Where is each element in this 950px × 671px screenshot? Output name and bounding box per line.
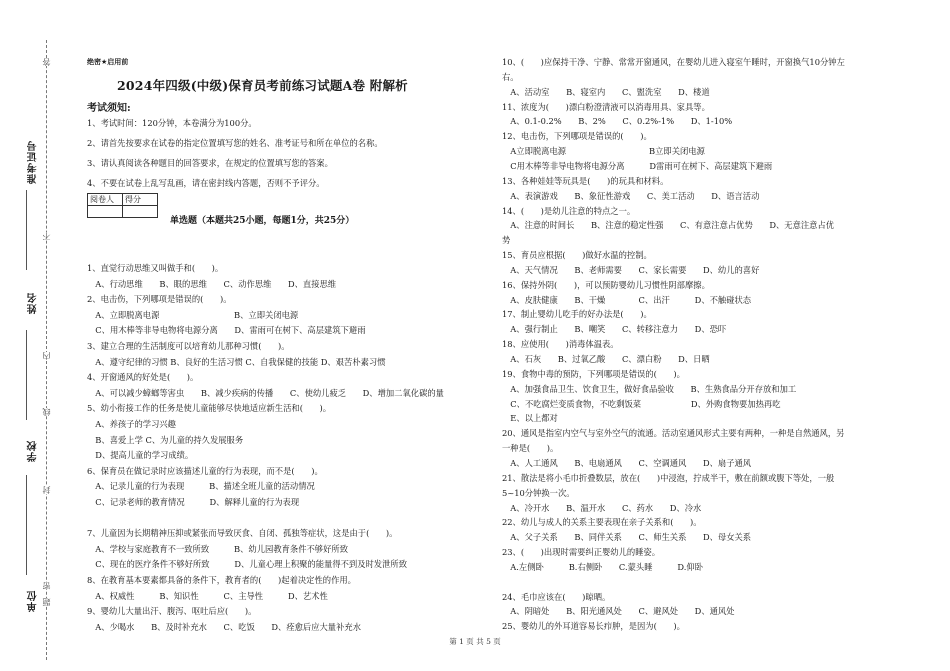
grader-cell: 阅卷人 [88,194,123,206]
question-line: A、少喝水 B、及时补充水 C、吃饭 D、痊愈后应大量补充水 [87,621,361,632]
question-line: A、遵守纪律的习惯 B、良好的生活习惯 C、自我保健的技能 D、艰苦朴素习惯 [87,356,386,367]
question-line: 24、毛巾应该在( )晾晒。 [502,591,611,602]
seal-mark: 封 [42,486,51,494]
score-input[interactable] [123,206,158,218]
section-title: 单选题（本题共25小题，每题1分，共25分） [170,216,355,226]
exam-number-line [26,190,27,270]
question-line: 4、开窗通风的好处是( )。 [87,372,199,383]
question-line: 1、直觉行动思维又叫做手和( )。 [87,263,224,273]
question-line: 21、散法是将小毛巾折叠数层，放在( )中浸泡，拧成半干，敷在前额或腹下等处，一般 [502,472,835,483]
question-line: A、父子关系 B、同伴关系 C、师生关系 D、母女关系 [502,532,752,543]
seal-mark: 不 [42,232,51,240]
question-line: A、加强食品卫生、饮食卫生，做好食品验收 B、生熟食品分开存放和加工 [502,383,797,394]
question-line: 17、制止婴幼儿吃手的好办法是( )。 [502,309,652,320]
question-line: 2、电击伤，下列哪项是错误的( )。 [87,294,232,305]
question-line: 3、建立合理的生活制度可以培育幼儿那种习惯( )。 [87,341,290,351]
label-exam-number: 准考证号 [28,140,39,184]
question-line: 势 [502,235,511,246]
question-line: 25、婴幼儿的外耳道容易长疖肿，是因为( )。 [502,621,685,632]
question-line: A立即脱离电源 B立即关闭电源 [502,146,705,157]
score-cell: 得分 [123,194,158,206]
seal-mark: 答 [42,58,51,66]
question-line: 12、电击伤，下列哪项是错误的( )。 [502,131,652,142]
question-line: A、注意的时间长 B、注意的稳定性强 C、有意注意占优势 D、无意注意占优 [502,220,835,231]
question-line: A、活动室 B、寝室内 C、盥洗室 D、楼道 [502,86,710,97]
question-line: A、强行制止 B、嘲笑 C、转移注意力 D、恐吓 [502,324,727,335]
question-line: C、不吃腐烂变质食物，不吃剩饭菜 D、外购食物要加热再吃 [502,398,781,409]
question-line: A、冷开水 B、温开水 C、药水 D、冷水 [502,502,702,513]
question-line: 15、育员应根据( )做好水温的控制。 [502,250,652,261]
question-line: A、权威性 B、知识性 C、主导性 D、艺术性 [87,590,328,601]
page-footer: 第 1 页 共 5 页 [449,637,501,646]
question-line: 7、儿童因为长期精神压抑或紧张而导致厌食、自闭、孤独等症状，这是由于( )。 [87,528,398,539]
grader-input[interactable] [88,206,123,218]
score-box [87,193,158,218]
question-line: A、表演游戏 B、象征性游戏 C、美工活动 D、语言活动 [502,190,760,201]
question-line: B、喜爱上学 C、为儿童的持久发展服务 [87,434,244,445]
question-line: 6、保育员在做记录时应该描述儿童的行为表现，而不是( )。 [87,465,323,476]
question-line: A、可以减少蟑螂等害虫 B、减少疾病的传播 C、使幼儿疲乏 D、增加二氧化碳的量 [87,387,444,398]
question-line: 14、( )是幼儿注意的特点之一。 [502,205,636,216]
notice-heading: 考试须知: [87,103,131,114]
question-line: 23、( )出现时需要纠正婴幼儿的睡姿。 [502,547,661,558]
question-line: A、天气情况 B、老师需要 C、家长需要 D、幼儿的喜好 [502,264,760,275]
question-line: A、立即脱离电源 B、立即关闭电源 [87,309,299,320]
label-unit: 单位 [28,590,39,612]
question-line: A、0.1-0.2% B、2% C、0.2%-1% D、1-10% [502,116,733,127]
question-line: C、现在的医疗条件不够好所致 D、儿童心理上积聚的能量得不到及时发泄所致 [87,559,407,570]
school-line [26,475,27,575]
seal-line [46,40,47,660]
question-line: 8、在教育基本要素都具备的条件下，教育者的( )起着决定性的作用。 [87,575,356,585]
question-line: 一种是( )。 [502,443,559,454]
label-name: 姓名 [28,292,39,314]
question-line: 18、应使用( )消毒体温表。 [502,339,619,350]
question-line: 9、婴幼儿大量出汗、腹泻、呕吐后应( )。 [87,606,257,617]
question-line: A、记录儿童的行为表现 B、描述全班儿童的活动情况 [87,481,315,492]
question-line: 10、( )应保持干净、宁静、常常开窗通风，在婴幼儿进入寝室午睡时，开窗换气10分钟左 [502,57,845,67]
notice-line: 4、不要在试卷上乱写乱画，请在密封线内答题，否则不予评分。 [87,178,325,188]
notice-line: 1、考试时间：120分钟，本卷满分为100分。 [87,118,257,128]
question-line: A、人工通风 B、电扇通风 C、空调通风 D、扇子通风 [502,457,752,468]
question-line: A、石灰 B、过氧乙酸 C、漂白粉 D、日晒 [502,354,710,364]
question-line: 20、通风是指室内空气与室外空气的流通。活动室通风形式主要有两种，一种是自然通风，另 [502,428,845,439]
question-line: C、用木棒等非导电物将电源分离 D、雷雨可在树下、高层建筑下避雨 [87,325,366,336]
question-line: 5、幼小衔接工作的任务是使儿童能够尽快地适应新生活和( )。 [87,403,332,414]
question-line: A.左侧卧 B.右侧卧 C.蒙头睡 D.仰卧 [502,561,703,572]
seal-mark: 密 [42,582,51,590]
question-line: A、皮肤健康 B、干燥 C、出汗 D、不触碰状态 [502,294,752,305]
confidential-mark: 绝密★启用前 [87,58,129,66]
question-line: C、记录老师的教育情况 D、解释儿童的行为表现 [87,497,300,507]
question-line: E、以上都对 [502,413,558,424]
name-line [26,330,27,420]
question-line: 右。 [502,71,519,82]
question-line: 13、各种娃娃等玩具是( )的玩具和材料。 [502,175,669,186]
binding-margin [0,0,70,671]
question-line: 16、保持外阴( )，可以预防婴幼儿习惯性阴部摩擦。 [502,279,710,290]
seal-mark: 内 [42,352,51,360]
question-line: A、行动思维 B、眼的思维 C、动作思维 D、直接思维 [87,278,337,289]
notice-line: 3、请认真阅读各种题目的回答要求，在规定的位置填写您的答案。 [87,158,333,168]
question-line: 19、食物中毒的预防，下列哪项是错误的( )。 [502,368,685,379]
question-line: 22、幼儿与成人的关系主要表现在亲子关系和( )。 [502,517,702,528]
question-line: D、提高儿童的学习成绩。 [87,450,194,461]
notice-line: 2、请首先按要求在试卷的指定位置填写您的姓名、准考证号和所在单位的名称。 [87,138,383,148]
question-line: C用木棒等非导电物将电源分离 D雷雨可在树下、高层建筑下避雨 [502,160,773,171]
label-school: 学校 [28,440,39,462]
question-line: 11、浓度为( )漂白粉澄清液可以消毒用具、家具等。 [502,101,710,112]
seal-mark: 线 [42,408,51,416]
question-line: 5~10分钟换一次。 [502,487,575,498]
seal-mark: 题 [42,598,51,606]
question-line: A、学校与家庭教育不一致所致 B、幼儿园教育条件不够好所致 [87,543,348,554]
question-line: A、养孩子的学习兴趣 [87,419,176,429]
question-line: A、阴暗处 B、阳光通风处 C、避风处 D、通风处 [502,606,735,617]
page-title: 2024年四级(中级)保育员考前练习试题A卷 附解析 [117,78,408,93]
